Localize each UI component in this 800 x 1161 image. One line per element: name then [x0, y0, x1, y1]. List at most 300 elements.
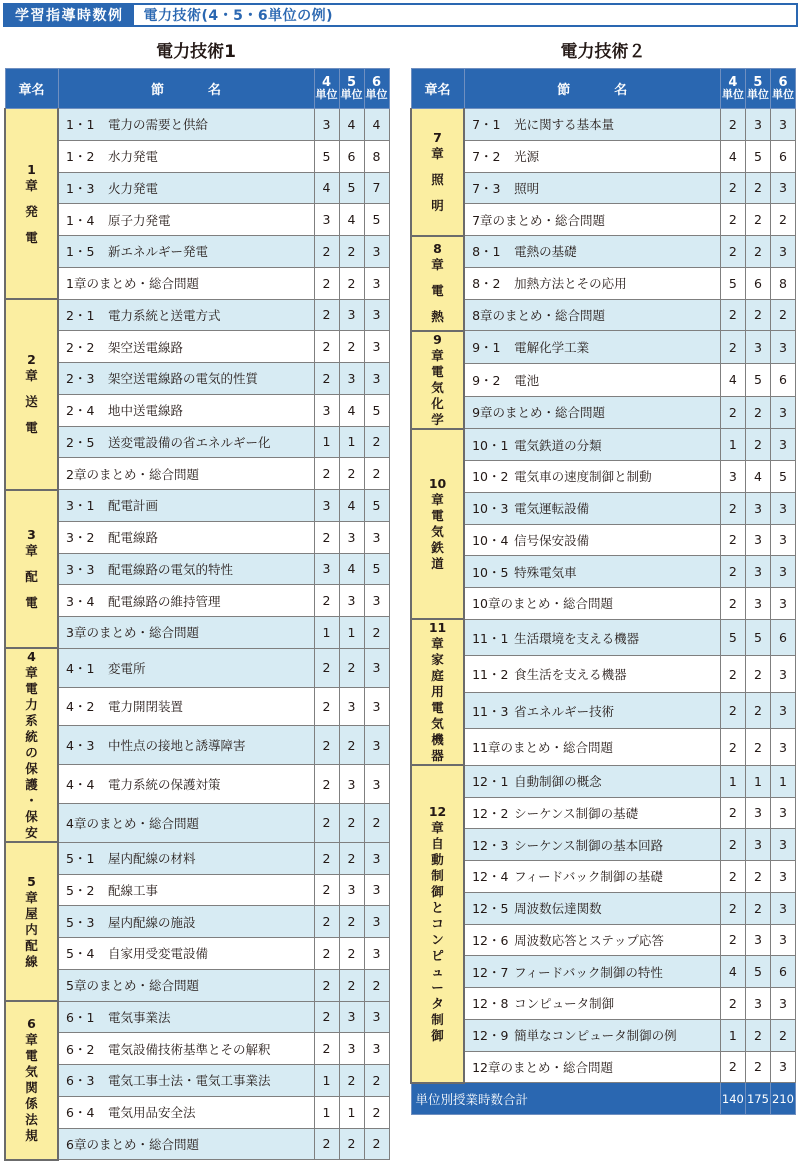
section-cell [464, 140, 720, 172]
table-row [411, 140, 796, 172]
chapter-char: 章 [431, 636, 444, 652]
hours-u5: 1 [339, 1096, 364, 1128]
hours-u6: 2 [364, 1096, 389, 1128]
hours-u4: 3 [314, 204, 339, 236]
section-title: 電気運転設備 [514, 501, 590, 517]
chapter-char: 系 [25, 713, 38, 729]
table-row [5, 458, 389, 490]
section-title: 電解化学工業 [514, 340, 590, 356]
section-title: 架空送電線路の電気的性質 [108, 371, 259, 387]
section-title: 配線工事 [108, 882, 159, 898]
chapter-char: 発 [25, 203, 38, 219]
section-cell [464, 656, 720, 693]
hours-u6: 3 [770, 656, 795, 693]
section-cell [464, 692, 720, 729]
hours-u6: 3 [364, 299, 389, 331]
table-row [5, 1001, 389, 1033]
hours-u4: 5 [720, 267, 745, 299]
hours-u5: 2 [745, 861, 770, 893]
table-row [5, 874, 389, 906]
section-cell [58, 648, 314, 687]
section-title: 電気鉄道の分類 [514, 437, 602, 453]
chapter-char: 配 [25, 568, 38, 584]
section-number: 8・2 [472, 276, 501, 292]
hours-u6: 3 [364, 726, 389, 765]
section-number: 4・3 [66, 738, 95, 754]
section-number: 12・1 [472, 774, 509, 790]
hours-u5: 4 [339, 204, 364, 236]
section-number: 7・1 [472, 117, 501, 133]
table-row [5, 331, 389, 363]
section-cell [464, 331, 720, 364]
section-number: 6・4 [66, 1105, 95, 1121]
hours-u6: 3 [770, 924, 795, 956]
hours-u4: 2 [720, 109, 745, 141]
chapter-number: 2 [27, 352, 36, 368]
hours-u5: 2 [745, 236, 770, 268]
section-number: 12・2 [472, 805, 509, 821]
section-number: 11・3 [472, 703, 509, 719]
section-cell [58, 426, 314, 458]
hours-u6: 3 [770, 331, 795, 364]
chapter-char: 器 [431, 748, 444, 764]
section-number: 12・5 [472, 901, 509, 917]
chapter-char: 線 [25, 953, 38, 969]
table-row [5, 363, 389, 395]
section-cell [58, 1001, 314, 1033]
section-cell [58, 842, 314, 874]
hours-u6: 3 [770, 396, 795, 429]
chapter-char: ・ [25, 793, 38, 809]
section-cell [464, 988, 720, 1020]
section-title: 光源 [514, 149, 540, 165]
left-schedule-table [4, 68, 390, 1161]
hours-u6: 3 [364, 687, 389, 726]
section-number: 3・3 [66, 561, 95, 577]
hours-u6: 2 [770, 299, 795, 331]
hours-u5: 3 [745, 331, 770, 364]
chapter-char: 気 [431, 379, 444, 395]
table-row [5, 726, 389, 765]
section-cell [58, 765, 314, 804]
hours-u4: 2 [720, 988, 745, 1020]
table-row [411, 267, 796, 299]
chapter-char: 道 [431, 556, 444, 571]
hours-u6: 3 [770, 892, 795, 924]
section-number: 8・1 [472, 244, 501, 260]
chapter-number: 4 [27, 649, 36, 665]
hours-u5: 5 [745, 956, 770, 988]
hours-u5: 2 [745, 396, 770, 429]
hours-u5: 1 [339, 426, 364, 458]
chapter-char: 章 [431, 145, 444, 161]
hours-u6: 3 [770, 492, 795, 524]
hours-u6: 3 [364, 938, 389, 970]
hours-u6: 5 [364, 394, 389, 426]
section-number: 5・3 [66, 914, 95, 930]
hours-u4: 2 [720, 797, 745, 829]
section-title: 屋内配線の材料 [108, 851, 196, 867]
section-number: 4・2 [66, 699, 95, 715]
chapter-label [429, 476, 446, 572]
section-cell [58, 553, 314, 585]
table-row [5, 906, 389, 938]
section-number: 2・1 [66, 307, 95, 323]
section-cell [58, 803, 314, 842]
hours-u6: 3 [364, 363, 389, 395]
section-number: 3・4 [66, 593, 95, 609]
col-section: 節 名 [58, 69, 314, 109]
chapter-label [25, 649, 38, 841]
hours-u6: 3 [770, 556, 795, 588]
table-row [5, 426, 389, 458]
hours-u5: 4 [339, 490, 364, 522]
hours-u5: 2 [339, 267, 364, 299]
chapter-number: 11 [428, 620, 447, 636]
section-title: 火力発電 [108, 180, 159, 196]
hours-u4: 2 [314, 687, 339, 726]
section-title: 配電計画 [108, 498, 159, 514]
hours-u4: 2 [720, 331, 745, 364]
header-row [411, 69, 796, 109]
section-title: 生活環境を支える機器 [514, 630, 640, 646]
section-number: 10・3 [472, 501, 509, 517]
hours-u5: 3 [745, 492, 770, 524]
section-cell [464, 797, 720, 829]
hours-u5: 2 [745, 656, 770, 693]
section-cell [58, 236, 314, 268]
section-title: 2章のまとめ・総合問題 [66, 466, 199, 482]
hours-u6: 5 [364, 553, 389, 585]
table-row [5, 109, 389, 141]
chapter-label [429, 620, 446, 764]
table-row [411, 619, 796, 656]
section-title: フィードバック制御の基礎 [514, 869, 663, 885]
section-cell [58, 874, 314, 906]
chapter-label [25, 162, 38, 246]
section-title: 地中送電線路 [108, 403, 184, 419]
section-title: 信号保安設備 [514, 532, 590, 548]
chapter-char: 機 [431, 732, 444, 748]
section-cell [464, 396, 720, 429]
section-number: 1・2 [66, 149, 95, 165]
hours-u4: 4 [314, 172, 339, 204]
table-row [411, 461, 796, 493]
hours-u6: 2 [770, 204, 795, 236]
section-cell [464, 588, 720, 620]
section-title: 加熱方法とその応用 [514, 276, 627, 292]
hours-u4: 3 [314, 553, 339, 585]
left-table-title: 電力技術1 [156, 42, 236, 62]
section-cell [58, 1033, 314, 1065]
section-title: 電気車の速度制御と制動 [514, 469, 652, 485]
section-title: 架空送電線路 [108, 339, 184, 355]
table-row [5, 236, 389, 268]
section-number: 1・3 [66, 180, 95, 196]
section-title: 簡単なコンピュータ制御の例 [514, 1028, 677, 1044]
hours-u5: 2 [339, 938, 364, 970]
chapter-char: 電 [431, 363, 444, 379]
table-row [5, 299, 389, 331]
table-row [5, 267, 389, 299]
section-number: 4・4 [66, 777, 95, 793]
table-row [411, 956, 796, 988]
hours-u5: 2 [339, 842, 364, 874]
hours-u4: 2 [720, 299, 745, 331]
hours-u6: 5 [364, 204, 389, 236]
hours-u6: 6 [770, 956, 795, 988]
table-row [5, 803, 389, 842]
chapter-label [431, 332, 444, 428]
chapter-char: 庭 [431, 668, 444, 684]
section-title: 変電所 [108, 660, 146, 676]
table-row [411, 892, 796, 924]
chapter-char: 護 [25, 777, 38, 793]
hours-u5: 5 [339, 172, 364, 204]
chapter-char: 章 [431, 257, 444, 273]
hours-u4: 2 [720, 524, 745, 556]
table-row [411, 1019, 796, 1051]
hours-u5: 2 [745, 892, 770, 924]
hours-u5: 3 [745, 924, 770, 956]
section-number: 1・5 [66, 244, 95, 260]
hours-u4: 2 [720, 204, 745, 236]
chapter-char: の [25, 745, 38, 761]
section-number: 9・1 [472, 340, 501, 356]
section-title: 3章のまとめ・総合問題 [66, 625, 199, 641]
section-cell [58, 906, 314, 938]
table-row [5, 521, 389, 553]
chapter-char: 安 [25, 825, 38, 841]
chapter-label [25, 527, 38, 611]
col-chapter: 章名 [411, 69, 464, 109]
table-row [411, 797, 796, 829]
section-title: 1章のまとめ・総合問題 [66, 276, 199, 292]
section-cell [464, 556, 720, 588]
hours-u4: 2 [314, 331, 339, 363]
col-unit-4: 4 単位 [314, 69, 339, 109]
chapter-char: 電 [431, 700, 444, 716]
hours-u4: 4 [720, 140, 745, 172]
section-number: 2・3 [66, 371, 95, 387]
section-cell [464, 619, 720, 656]
chapter-char: 電 [25, 420, 38, 436]
section-number: 6・2 [66, 1041, 95, 1057]
hours-u4: 3 [314, 490, 339, 522]
chapter-char: 明 [431, 197, 444, 213]
chapter-char: 屋 [25, 905, 38, 921]
hours-u5: 2 [339, 969, 364, 1001]
chapter-label [429, 804, 446, 1044]
table-row [411, 396, 796, 429]
section-cell [464, 204, 720, 236]
hours-u5: 2 [339, 458, 364, 490]
hours-u6: 5 [770, 461, 795, 493]
section-cell [58, 490, 314, 522]
section-cell [58, 299, 314, 331]
section-number: 6・3 [66, 1073, 95, 1089]
chapter-char: ュ [431, 964, 444, 979]
hours-u6: 3 [364, 267, 389, 299]
hours-u5: 3 [339, 1001, 364, 1033]
chapter-char: 章 [25, 665, 38, 681]
header-title: 電力技術(4・5・6単位の例) [143, 8, 334, 24]
chapter-label [431, 241, 444, 325]
hours-u4: 5 [720, 619, 745, 656]
chapter-char: 保 [25, 761, 38, 777]
hours-u6: 3 [770, 692, 795, 729]
hours-u4: 2 [314, 267, 339, 299]
total-unit-4: 140 [720, 1083, 745, 1115]
section-title: 原子力発電 [108, 212, 171, 228]
chapter-char: 気 [25, 1064, 38, 1080]
hours-u4: 3 [314, 394, 339, 426]
chapter-char: 章 [25, 1032, 38, 1048]
hours-u4: 2 [314, 299, 339, 331]
chapter-char: 用 [431, 684, 444, 700]
hours-u6: 3 [770, 172, 795, 204]
chapter-cell [5, 490, 58, 649]
section-title: 光に関する基本量 [514, 117, 615, 133]
section-cell [464, 1051, 720, 1083]
section-title: 新エネルギー発電 [108, 244, 209, 260]
section-cell [464, 729, 720, 766]
table-row [411, 924, 796, 956]
hours-u4: 2 [314, 1033, 339, 1065]
hours-u5: 1 [339, 617, 364, 649]
section-title: フィードバック制御の特性 [514, 964, 663, 980]
table-row [411, 588, 796, 620]
section-title: コンピュータ制御 [514, 996, 615, 1012]
section-title: 食生活を支える機器 [514, 667, 627, 682]
chapter-cell [411, 331, 464, 429]
chapter-label [431, 130, 444, 214]
section-title: 7章のまとめ・総合問題 [472, 212, 606, 228]
section-title: 電力開閉装置 [108, 699, 184, 715]
section-title: シーケンス制御の基礎 [514, 805, 639, 821]
chapter-number: 5 [27, 873, 36, 889]
hours-u4: 2 [314, 236, 339, 268]
section-number: 5・4 [66, 946, 95, 962]
hours-u4: 2 [314, 938, 339, 970]
hours-u5: 3 [745, 988, 770, 1020]
table-row [411, 429, 796, 461]
hours-u5: 3 [339, 687, 364, 726]
hours-u4: 2 [720, 892, 745, 924]
hours-u6: 4 [364, 109, 389, 141]
hours-u5: 2 [339, 236, 364, 268]
section-cell [58, 726, 314, 765]
hours-u5: 3 [339, 363, 364, 395]
chapter-number: 12 [428, 804, 447, 819]
chapter-cell [411, 619, 464, 765]
hours-u6: 3 [364, 842, 389, 874]
section-number: 10・1 [472, 437, 509, 453]
section-number: 12・4 [472, 869, 509, 885]
chapter-cell [5, 109, 58, 300]
right-schedule-table [410, 68, 796, 1115]
chapter-cell [5, 1001, 58, 1160]
table-row [411, 109, 796, 141]
table-row [411, 331, 796, 364]
col-section: 節 名 [464, 69, 720, 109]
hours-u6: 3 [364, 1033, 389, 1065]
chapter-char: 熱 [431, 309, 444, 325]
section-cell [58, 458, 314, 490]
hours-u5: 3 [339, 874, 364, 906]
col-unit-6: 6 単位 [770, 69, 795, 109]
chapter-number: 3 [27, 526, 36, 542]
section-cell [464, 1019, 720, 1051]
chapter-char: 制 [431, 868, 444, 883]
chapter-number: 1 [27, 161, 36, 177]
hours-u5: 6 [339, 140, 364, 172]
table-row [5, 204, 389, 236]
col-unit-4: 4 単位 [720, 69, 745, 109]
chapter-char: 章 [25, 542, 38, 558]
hours-u4: 2 [314, 648, 339, 687]
chapter-cell [5, 648, 58, 842]
section-number: 5・1 [66, 851, 95, 867]
section-title: 周波数応答とステップ応答 [514, 932, 664, 948]
hours-u5: 2 [745, 172, 770, 204]
hours-u6: 3 [770, 109, 795, 141]
chapter-char: 保 [25, 809, 38, 825]
hours-u6: 3 [770, 588, 795, 620]
section-title: 送変電設備の省エネルギー化 [108, 434, 271, 450]
total-unit-6: 210 [770, 1083, 795, 1115]
header-badge: 学習指導時数例 [5, 5, 134, 25]
chapter-char: 章 [25, 177, 38, 193]
hours-u6: 2 [364, 617, 389, 649]
chapter-cell [411, 765, 464, 1083]
section-title: 配電線路 [108, 530, 159, 546]
section-title: 照明 [514, 180, 540, 196]
hours-u4: 1 [314, 1065, 339, 1097]
hours-u5: 6 [745, 267, 770, 299]
hours-u5: 3 [339, 299, 364, 331]
chapter-char: 係 [25, 1096, 38, 1112]
section-title: 11章のまとめ・総合問題 [472, 740, 613, 755]
section-number: 10・4 [472, 532, 509, 548]
section-title: 特殊電気車 [514, 564, 577, 580]
table-row [5, 585, 389, 617]
hours-u5: 2 [745, 299, 770, 331]
hours-u6: 3 [364, 1001, 389, 1033]
chapter-char: 制 [431, 1012, 444, 1027]
hours-u6: 8 [770, 267, 795, 299]
table-row [5, 842, 389, 874]
chapter-char: ー [431, 980, 444, 995]
section-title: 周波数伝達関数 [514, 901, 602, 917]
section-cell [58, 140, 314, 172]
chapter-char: と [431, 900, 444, 915]
chapter-char: 鉄 [431, 540, 444, 555]
hours-u6: 3 [364, 648, 389, 687]
section-number: 12・7 [472, 964, 509, 980]
chapter-char: 照 [431, 171, 444, 187]
hours-u6: 6 [770, 619, 795, 656]
section-title: 6章のまとめ・総合問題 [66, 1136, 199, 1152]
hours-u4: 4 [720, 363, 745, 396]
chapter-char: 章 [25, 889, 38, 905]
section-number: 12・9 [472, 1028, 509, 1044]
chapter-char: 力 [25, 697, 38, 713]
section-cell [58, 394, 314, 426]
section-number: 12・3 [472, 837, 509, 853]
hours-u6: 2 [770, 1019, 795, 1051]
section-cell [58, 1096, 314, 1128]
